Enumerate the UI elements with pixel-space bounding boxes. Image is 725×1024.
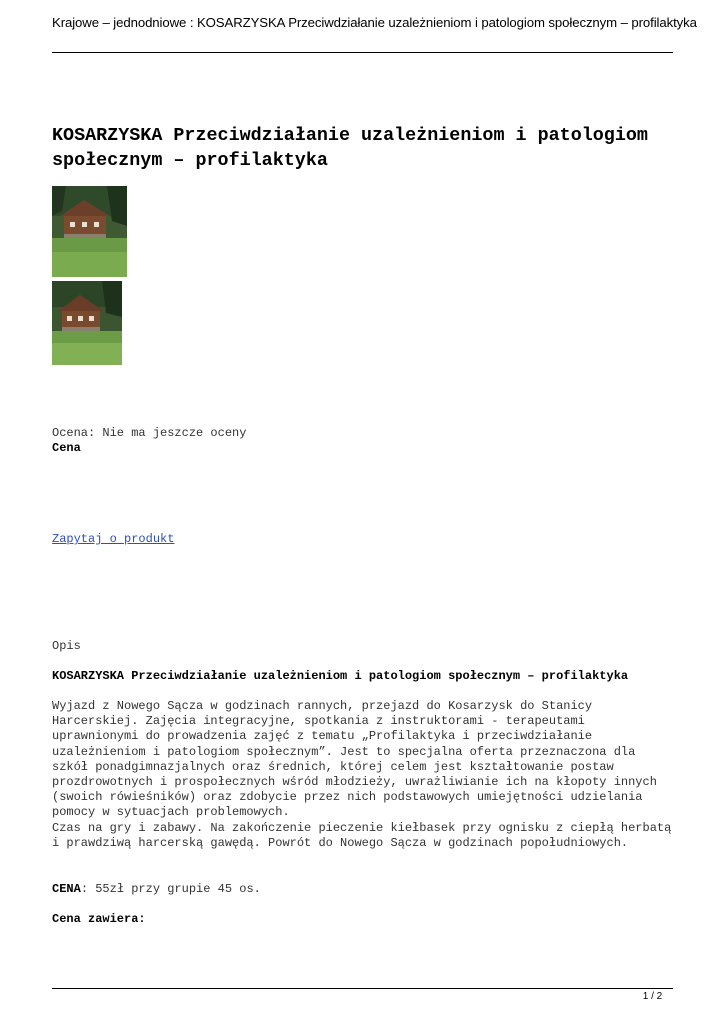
ask-about-product-link[interactable]: Zapytaj o produkt (52, 532, 175, 546)
rating-text: Ocena: Nie ma jeszcze oceny (52, 426, 247, 440)
product-photo-2[interactable] (52, 281, 122, 365)
description-paragraph-2: Czas na gry i zabawy. Na zakończenie pieczenie kiełbasek przy ognisku z ciepłą herbatą i prawdziwą harcerską gawędą. Powrót do Nowego Sącza w godzinach popołudniowych. (52, 820, 672, 850)
running-header: Krajowe – jednodniowe : KOSARZYSKA Przeciwdziałanie uzależnieniom i patologiom społecznym – profilaktyka (52, 15, 697, 30)
price-label: Cena (52, 441, 81, 455)
price-value: : 55zł przy grupie 45 os. (80, 882, 261, 896)
page-title: KOSARZYSKA Przeciwdziałanie uzależnieniom i patologiom społecznym – profilaktyka (52, 125, 648, 171)
product-photo-1[interactable] (52, 186, 127, 277)
page-number: 1 / 2 (642, 991, 663, 1002)
price-line (52, 882, 677, 897)
description-label: Opis (52, 639, 81, 653)
price-includes-label: Cena zawiera: (52, 912, 146, 926)
description-paragraph-1: Wyjazd z Nowego Sącza w godzinach rannych, przejazd do Kosarzysk do Stanicy Harcerskiej. Zajęcia integracyjne, spotkania z instruktorami - terapeutami uprawnionymi do prowadzenia zajęć z tematu „Profilaktyka i przeciwdziałanie uzależnieniom i patologiom społecznym”. Jest to specjalna oferta przeznaczona dla szkół ponadgimnazjalnych oraz średnich, której celem jest kształtowanie postaw prozdrowotnych i prospołecznych wśród młodzieży, uwrażliwianie ich na kłopoty innych (swoich rówieśników) oraz zdobycie przez nich podstawowych umiejętności udzielania pomocy w sytuacjach problemowych. (52, 699, 657, 820)
footer-rule (52, 988, 673, 989)
description-body (52, 699, 677, 851)
price-key: CENA (52, 882, 81, 896)
description-title: KOSARZYSKA Przeciwdziałanie uzależnieniom i patologiom społecznym – profilaktyka (52, 669, 629, 683)
header-rule (52, 52, 673, 53)
